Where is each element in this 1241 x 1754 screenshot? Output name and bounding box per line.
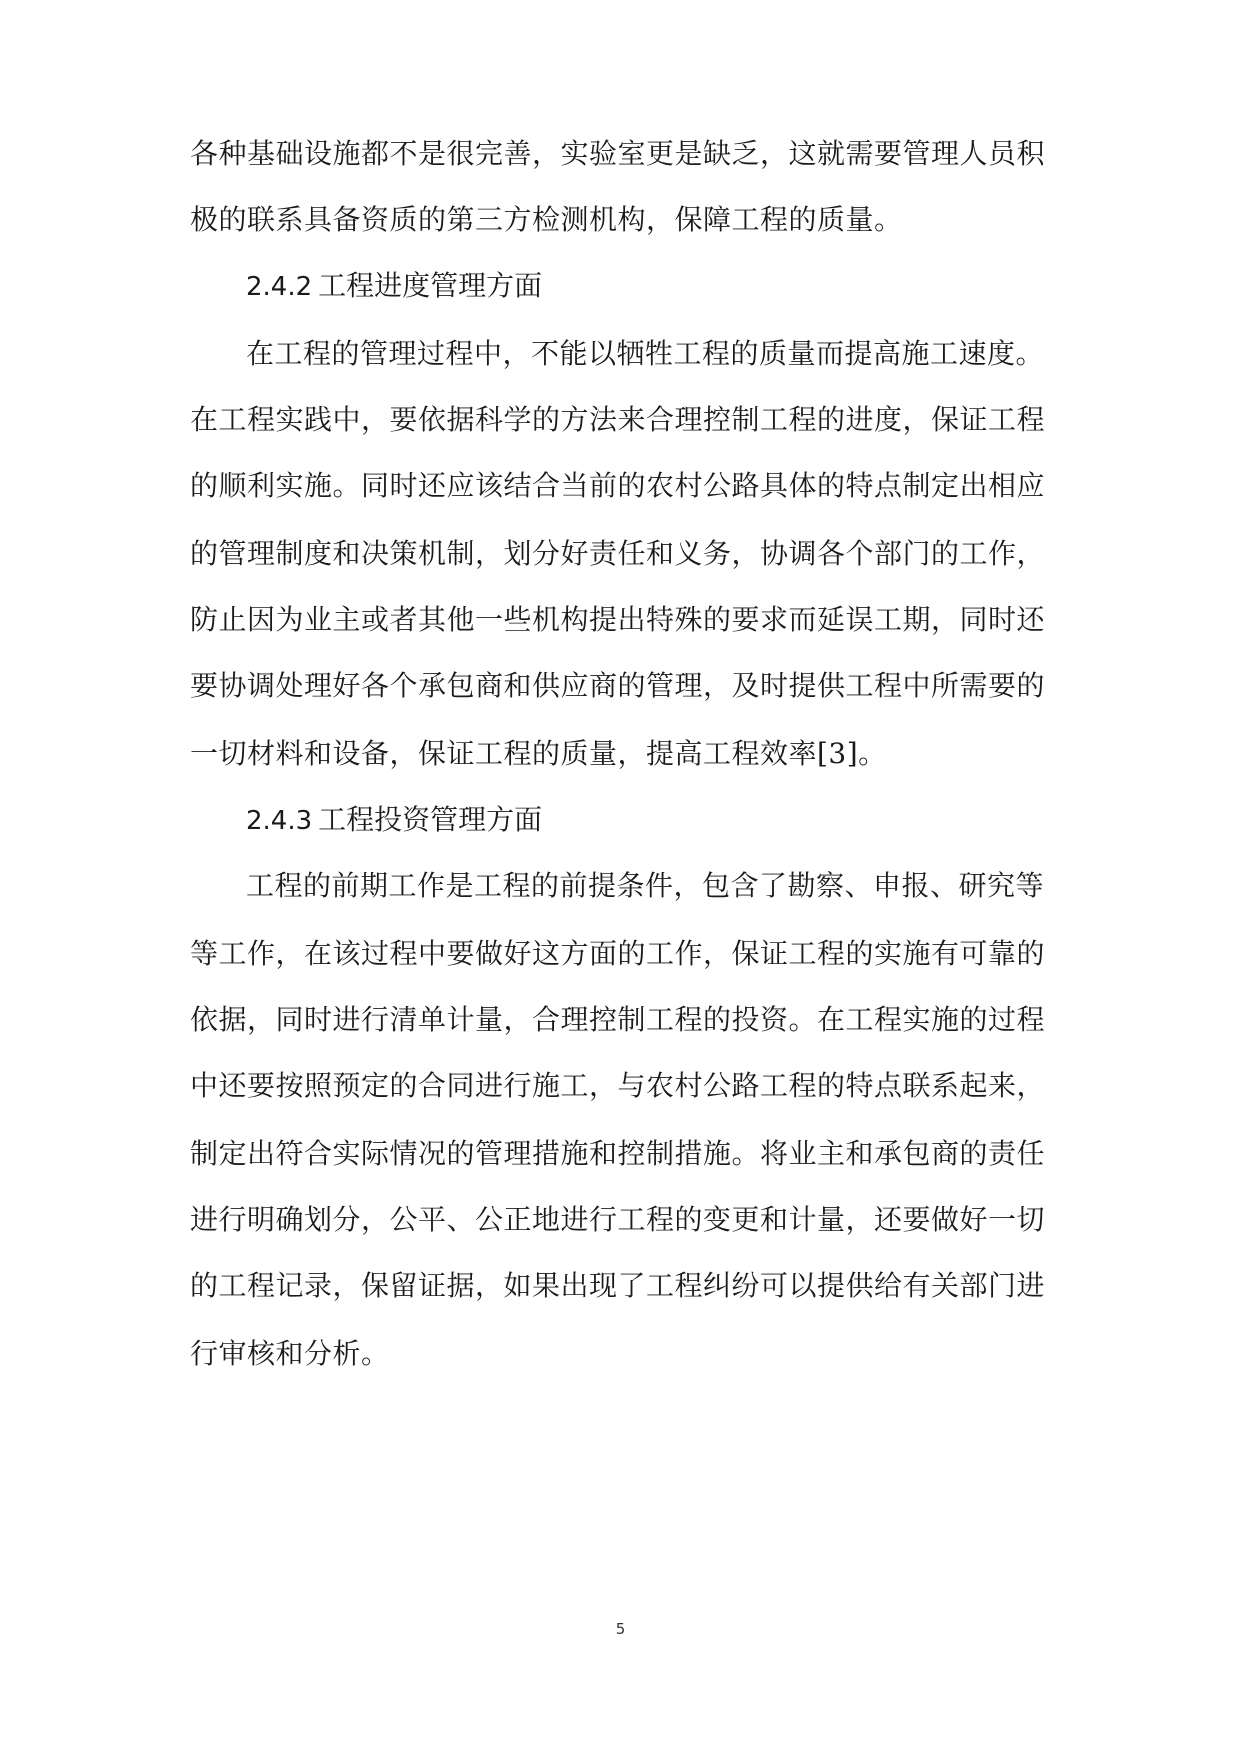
paragraph-line: 极的联系具备资质的第三方检测机构，保障工程的质量。 [190, 203, 903, 236]
paragraph-line: 在工程实践中，要依据科学的方法来合理控制工程的进度，保证工程 [190, 403, 1046, 436]
paragraph-line: 在工程的管理过程中，不能以牺牲工程的质量而提高施工速度。 [246, 337, 1045, 370]
section-title: 工程进度管理方面 [318, 269, 543, 302]
paragraph-line: 的顺利实施。同时还应该结合当前的农村公路具体的特点制定出相应 [190, 469, 1046, 502]
section-heading-2-4-2 [246, 268, 542, 305]
section-title: 工程投资管理方面 [318, 803, 543, 836]
paragraph-line: 中还要按照预定的合同进行施工，与农村公路工程的特点联系起来， [190, 1069, 1046, 1102]
paragraph-line: 工程的前期工作是工程的前提条件，包含了勘察、申报、研究等 [246, 869, 1045, 902]
paragraph-line: 防止因为业主或者其他一些机构提出特殊的要求而延误工期，同时还 [190, 603, 1046, 636]
paragraph-line: 一切材料和设备，保证工程的质量，提高工程效率[3]。 [190, 737, 887, 770]
paragraph-line: 等工作，在该过程中要做好这方面的工作，保证工程的实施有可靠的 [190, 937, 1046, 970]
paragraph-line: 依据，同时进行清单计量，合理控制工程的投资。在工程实施的过程 [190, 1003, 1046, 1036]
paragraph-line: 行审核和分析。 [190, 1337, 390, 1370]
paragraph-line: 各种基础设施都不是很完善，实验室更是缺乏，这就需要管理人员积 [190, 137, 1046, 170]
paragraph-line: 的工程记录，保留证据，如果出现了工程纠纷可以提供给有关部门进 [190, 1269, 1046, 1302]
paragraph-line: 制定出符合实际情况的管理措施和控制措施。将业主和承包商的责任 [190, 1137, 1046, 1170]
paragraph-line: 的管理制度和决策机制，划分好责任和义务，协调各个部门的工作， [190, 537, 1046, 570]
section-number: 2.4.3 [246, 806, 313, 836]
section-number: 2.4.2 [246, 272, 313, 302]
paragraph-line: 要协调处理好各个承包商和供应商的管理，及时提供工程中所需要的 [190, 669, 1046, 702]
page-number: 5 [615, 1620, 626, 1638]
paragraph-line: 进行明确划分，公平、公正地进行工程的变更和计量，还要做好一切 [190, 1203, 1046, 1236]
section-heading-2-4-3 [246, 802, 542, 839]
